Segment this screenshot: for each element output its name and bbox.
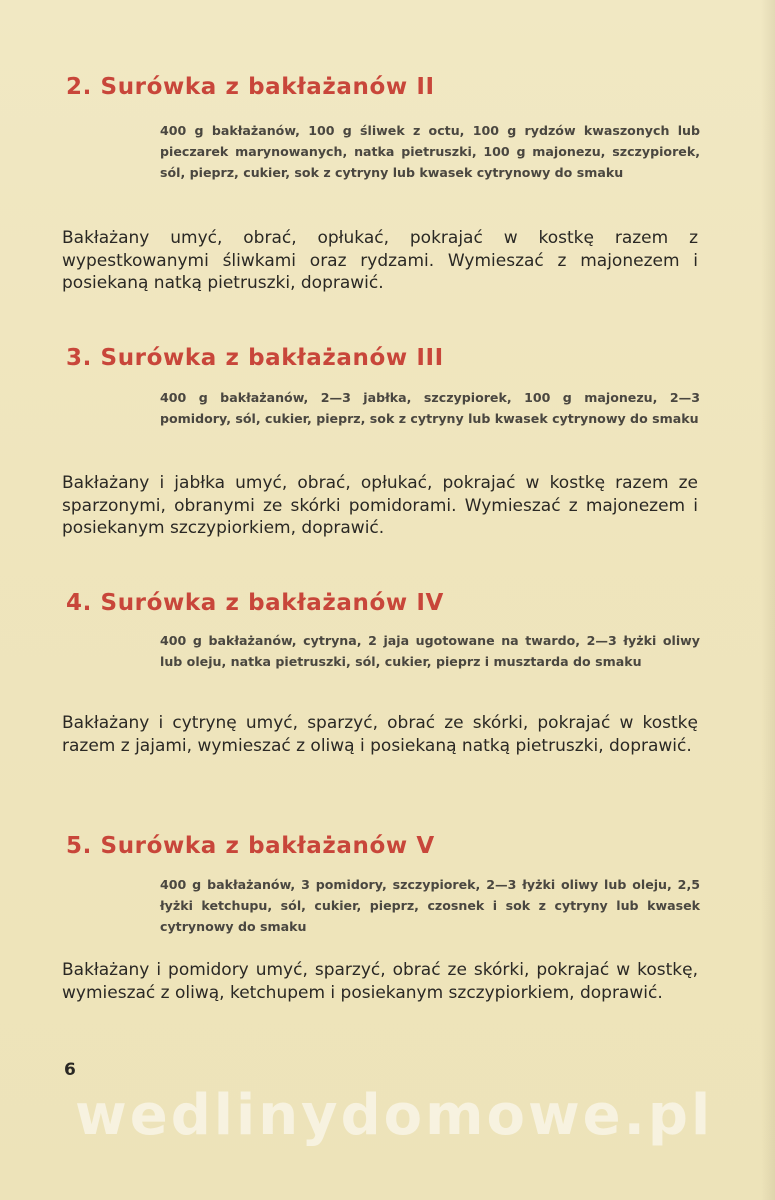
- page-edge-shadow: [761, 0, 775, 1200]
- recipe-title-5: 5. Surówka z bakłażanów V: [66, 833, 435, 859]
- recipe-ingredients-5: 400 g bakłażanów, 3 pomidory, szczypiorek, 2—3 łyżki oliwy lub oleju, 2,5 łyżki ketchupu, sól, cukier, pieprz, czosnek i sok z cytryny lub kwasek cytrynowy do smaku: [160, 877, 700, 934]
- recipe-title-4: 4. Surówka z bakłażanów IV: [66, 590, 444, 616]
- watermark: wedlinydomowe.pl: [75, 1083, 714, 1148]
- recipe-method-3: Bakłażany i jabłka umyć, obrać, opłukać, pokrajać w kostkę razem ze sparzonymi, obranymi ze skórki pomidorami. Wymieszać z majonezem i posiekanym szczypiorkiem, doprawić.: [62, 473, 698, 538]
- recipe-ingredients-4: 400 g bakłażanów, cytryna, 2 jaja ugotowane na twardo, 2—3 łyżki oliwy lub oleju, natka pietruszki, sól, cukier, pieprz i musztarda do smaku: [160, 633, 700, 669]
- page-number: 6: [64, 1060, 76, 1080]
- recipe-method-2: Bakłażany umyć, obrać, opłukać, pokrajać w kostkę razem z wypestkowanymi śliwkami oraz rydzami. Wymieszać z majonezem i posiekaną natką pietruszki, doprawić.: [62, 228, 698, 293]
- recipe-ingredients-3: 400 g bakłażanów, 2—3 jabłka, szczypiorek, 100 g majonezu, 2—3 pomidory, sól, cukier, pieprz, sok z cytryny lub kwasek cytrynowy do smaku: [160, 390, 700, 426]
- recipe-title-2: 2. Surówka z bakłażanów II: [66, 74, 435, 100]
- recipe-ingredients-2: 400 g bakłażanów, 100 g śliwek z octu, 100 g rydzów kwaszonych lub pieczarek marynowanych, natka pietruszki, 100 g majonezu, szczypiorek, sól, pieprz, cukier, sok z cytryny lub kwasek cytrynowy do smaku: [160, 123, 700, 180]
- recipe-title-3: 3. Surówka z bakłażanów III: [66, 345, 444, 371]
- recipe-method-4: Bakłażany i cytrynę umyć, sparzyć, obrać ze skórki, pokrajać w kostkę razem z jajami, wymieszać z oliwą i posiekaną natką pietruszki, doprawić.: [62, 713, 698, 756]
- recipe-method-5: Bakłażany i pomidory umyć, sparzyć, obrać ze skórki, pokrajać w kostkę, wymieszać z oliwą, ketchupem i posiekanym szczypiorkiem, doprawić.: [62, 960, 698, 1003]
